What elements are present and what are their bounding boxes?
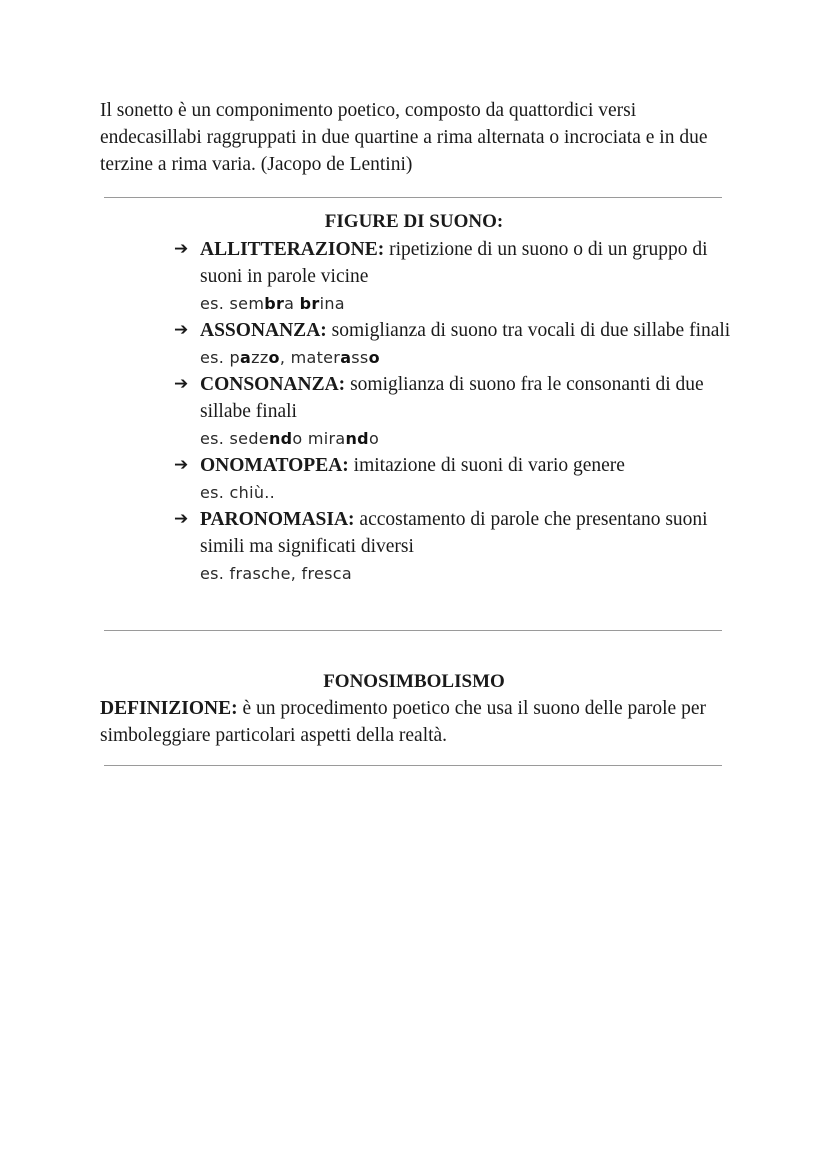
example-text: es. sem: [200, 294, 265, 313]
example-highlight: nd: [268, 429, 293, 448]
arrow-bullet-icon: ➔: [174, 509, 189, 529]
figure-definition: ripetizione di un suono o di un gruppo di suoni in parole vicine: [200, 239, 708, 287]
figure-definition: somiglianza di suono tra vocali di due sillabe finali: [326, 320, 731, 341]
arrow-bullet-icon: ➔: [174, 239, 189, 259]
example-highlight: br: [299, 294, 320, 313]
figure-di-suono-heading: FIGURE DI SUONO:: [324, 211, 504, 232]
figure-item: [174, 452, 734, 506]
figure-example: [200, 425, 734, 452]
figure-definition: somiglianza di suono fra le consonanti di due sillabe finali: [200, 374, 704, 422]
intro-paragraph: Il sonetto è un componimento poetico, composto da quattordici versi endecasillabi raggruppati in due quartine a rima alternata o incrociata e in due terzine a rima varia. (Jacopo de Lentini): [100, 100, 708, 175]
example-text: es. p: [200, 348, 241, 367]
example-text: es. sede: [200, 429, 269, 448]
definition-text: è un procedimento poetico che usa il suono delle parole per simboleggiare particolari aspetti della realtà.: [100, 698, 706, 746]
definition-label: DEFINIZIONE:: [100, 698, 238, 719]
figure-definition: imitazione di suoni di vario genere: [348, 455, 625, 476]
example-text: ina: [319, 294, 345, 313]
example-highlight: nd: [345, 429, 369, 448]
figure-item: [174, 506, 734, 587]
figure-term: ONOMATOPEA:: [200, 455, 349, 476]
example-highlight: a: [340, 348, 352, 367]
example-text: ss: [351, 348, 369, 367]
fonosimbolismo-heading: FONOSIMBOLISMO: [323, 671, 505, 692]
figure-term: ALLITTERAZIONE:: [200, 239, 385, 260]
arrow-bullet-icon: ➔: [174, 455, 189, 475]
figure-example: [200, 560, 734, 587]
figure-definition: accostamento di parole che presentano suoni simili ma significati diversi: [200, 509, 708, 557]
example-text: es. chiù..: [200, 483, 276, 502]
example-text: zz: [251, 348, 269, 367]
figure-example: [200, 479, 734, 506]
figure-term: CONSONANZA:: [200, 374, 346, 395]
arrow-bullet-icon: ➔: [174, 320, 189, 340]
example-text: o mira: [292, 429, 346, 448]
figure-item: [174, 236, 734, 317]
divider-3: [104, 765, 722, 766]
example-highlight: br: [264, 294, 285, 313]
figure-example: [200, 344, 734, 371]
divider-2: [104, 630, 722, 631]
figure-term: ASSONANZA:: [200, 320, 327, 341]
arrow-bullet-icon: ➔: [174, 374, 189, 394]
example-text: a: [284, 294, 300, 313]
example-highlight: o: [268, 348, 280, 367]
figure-example: [200, 290, 734, 317]
figure-di-suono-list: [174, 236, 734, 587]
divider-1: [104, 197, 722, 198]
fonosimbolismo-definition: [100, 695, 740, 749]
figure-item: [174, 371, 734, 452]
figure-term: PARONOMASIA:: [200, 509, 355, 530]
example-text: , mater: [279, 348, 341, 367]
figure-item: [174, 317, 734, 371]
example-text: o: [368, 429, 380, 448]
example-text: es. frasche, fresca: [200, 564, 352, 583]
example-highlight: a: [240, 348, 252, 367]
example-highlight: o: [368, 348, 380, 367]
